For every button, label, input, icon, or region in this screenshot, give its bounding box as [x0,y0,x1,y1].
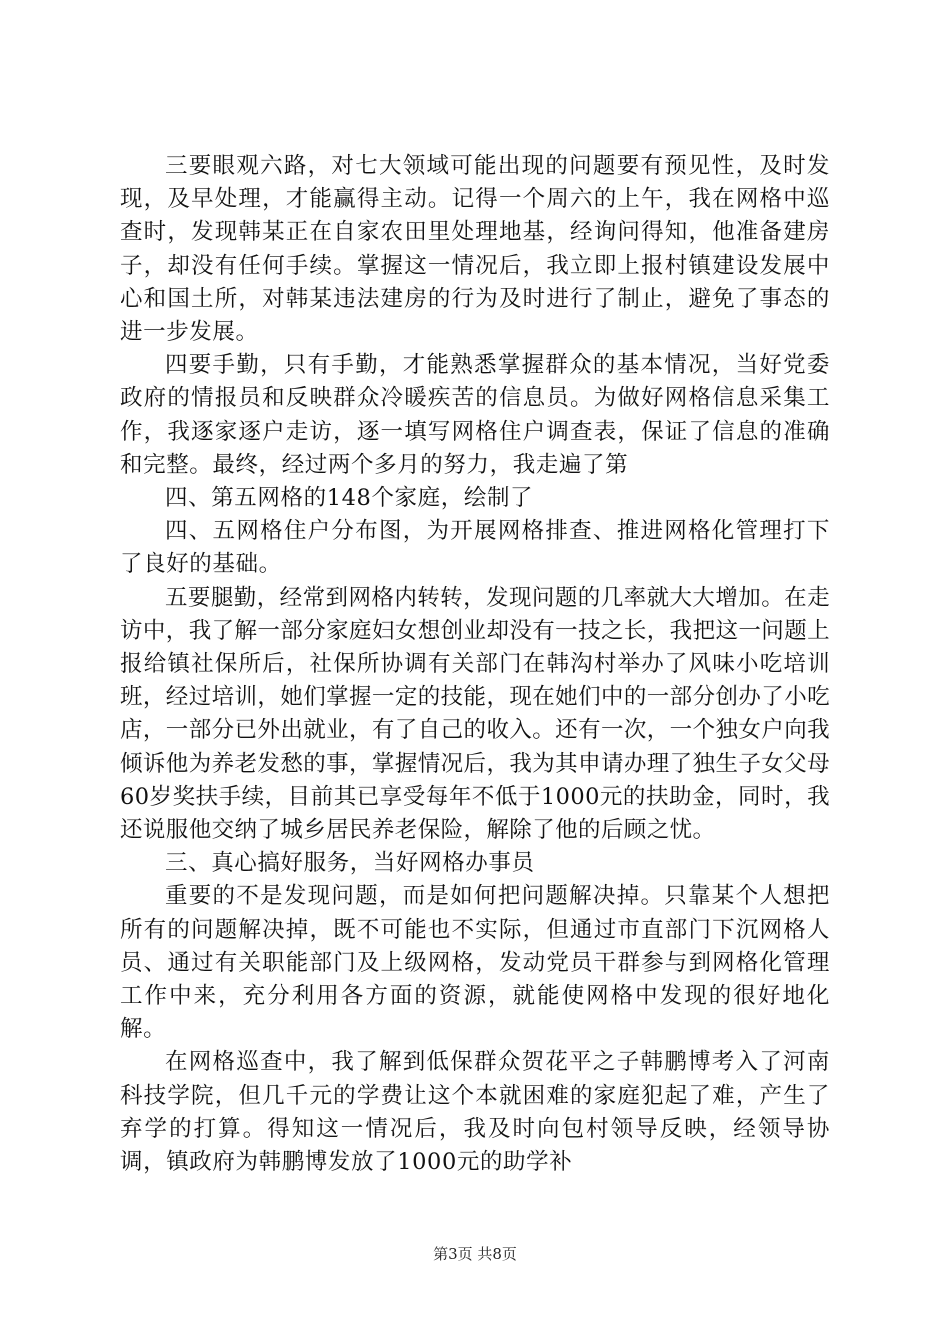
document-body [120,150,830,1179]
page-footer: 第3页 共8页 [433,1245,517,1263]
paragraph-fourth-fifth-grid: 四、第五网格的148个家庭，绘制了 [165,485,534,512]
paragraph-three-observe: 三要眼观六路，对七大领域可能出现的问题要有预见性，及时发现，及早处理，才能赢得主动。记得一个周六的上午，我在网格中巡查时，发现韩某正在自家农田里处理地基，经询问得知，他准备建房子，却没有任何手续。掌握这一情况后，我立即上报村镇建设发展中心和国土所，对韩某违法建房的行为及时进行了制止，避免了事态的进一步发展。 [120,153,830,346]
paragraph-grid-map: 四、五网格住户分布图，为开展网格排查、推进网格化管理打下了良好的基础。 [120,518,830,578]
section-heading-service: 三、真心搞好服务，当好网格办事员 [165,850,535,877]
paragraph-solve-problems: 重要的不是发现问题，而是如何把问题解决掉。只靠某个人想把所有的问题解决掉，既不可能也不实际，但通过市直部门下沉网格人员、通过有关职能部门及上级网格，发动党员干群参与到网格化管理工作中来，充分利用各方面的资源，就能使网格中发现的很好地化解。 [120,883,830,1043]
paragraph-four-hands: 四要手勤，只有手勤，才能熟悉掌握群众的基本情况，当好党委政府的情报员和反映群众冷暖疾苦的信息员。为做好网格信息采集工作，我逐家逐户走访，逐一填写网格住户调查表，保证了信息的准确和完整。最终，经过两个多月的努力，我走遍了第 [120,352,830,478]
paragraph-student-aid: 在网格巡查中，我了解到低保群众贺花平之子韩鹏博考入了河南科技学院，但几千元的学费让这个本就困难的家庭犯起了难，产生了弃学的打算。得知这一情况后，我及时向包村领导反映，经领导协调，镇政府为韩鹏博发放了1000元的助学补 [120,1049,830,1176]
paragraph-five-legs: 五要腿勤，经常到网格内转转，发现问题的几率就大大增加。在走访中，我了解一部分家庭妇女想创业却没有一技之长，我把这一问题上报给镇社保所后，社保所协调有关部门在韩沟村举办了风味小吃培训班，经过培训，她们掌握一定的技能，现在她们中的一部分创办了小吃店，一部分已外出就业，有了自己的收入。还有一次，一个独女户向我倾诉他为养老发愁的事，掌握情况后，我为其申请办理了独生子女父母60岁奖扶手续，目前其已享受每年不低于1000元的扶助金，同时，我还说服他交纳了城乡居民养老保险，解除了他的后顾之忧。 [120,584,830,844]
